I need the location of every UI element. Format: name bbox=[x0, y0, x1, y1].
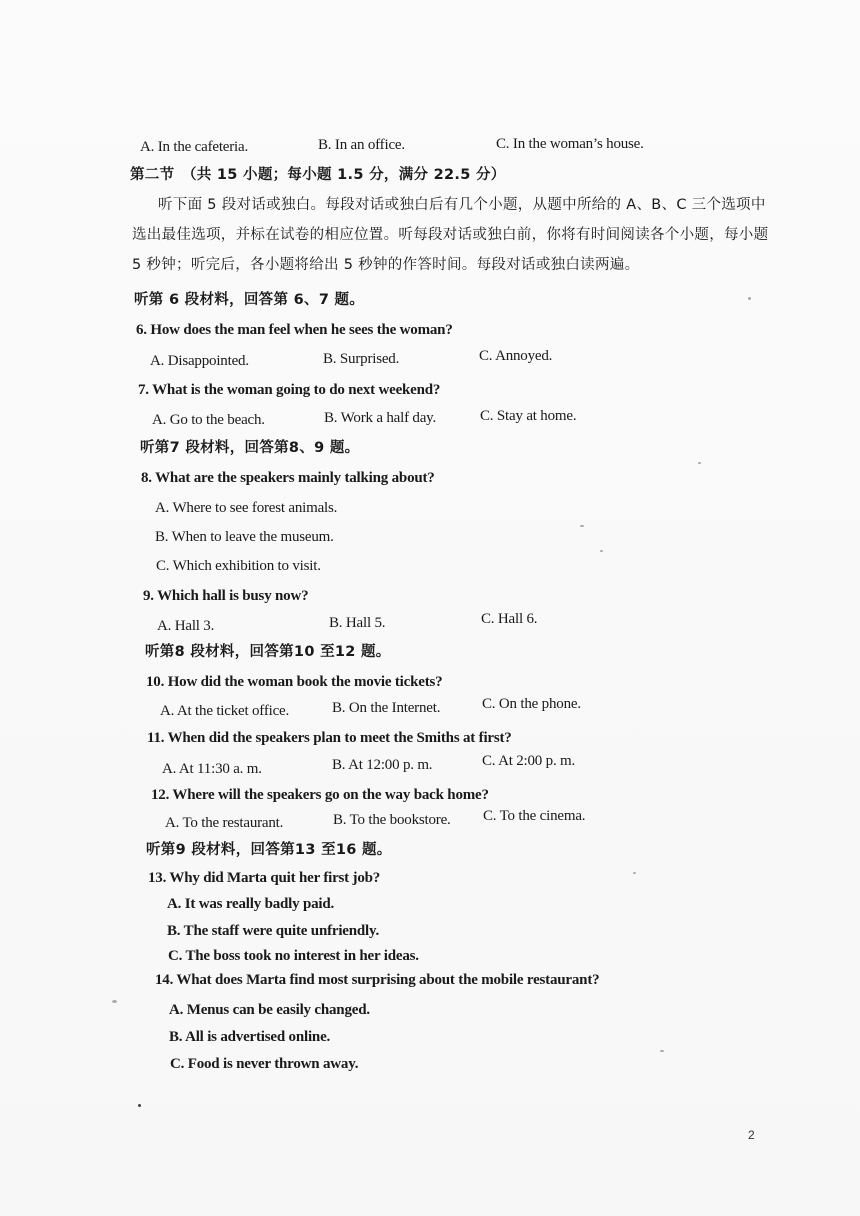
scan-speck bbox=[580, 525, 584, 527]
scan-speck bbox=[633, 872, 636, 874]
q8-option-c: C. Which exhibition to visit. bbox=[156, 558, 321, 574]
q9-option-b: B. Hall 5. bbox=[329, 615, 386, 631]
prev-option-b: B. In an office. bbox=[318, 137, 405, 153]
instructions-line-3: 5 秒钟；听完后，各小题将给出 5 秒钟的作答时间。每段对话或独白读两遍。 bbox=[132, 257, 640, 273]
q14-option-b: B. All is advertised online. bbox=[169, 1029, 331, 1045]
q10-stem: 10. How did the woman book the movie tickets? bbox=[146, 674, 443, 690]
q14-option-c: C. Food is never thrown away. bbox=[170, 1056, 359, 1072]
q12-option-a: A. To the restaurant. bbox=[165, 815, 284, 831]
q12-option-b: B. To the bookstore. bbox=[333, 812, 451, 828]
scan-speck bbox=[600, 550, 603, 552]
q13-stem: 13. Why did Marta quit her first job? bbox=[148, 870, 381, 886]
q14-stem: 14. What does Marta find most surprising about the mobile restaurant? bbox=[155, 972, 600, 988]
prev-option-c: C. In the woman’s house. bbox=[496, 136, 644, 152]
q9-option-c: C. Hall 6. bbox=[481, 611, 538, 627]
instructions-line-2: 选出最佳选项，并标在试卷的相应位置。听每段对话或独白前，你将有时间阅读各个小题，每小题 bbox=[132, 227, 769, 243]
scan-speck bbox=[112, 1000, 117, 1003]
q13-option-c: C. The boss took no interest in her ideas. bbox=[168, 948, 419, 964]
scan-speck bbox=[748, 297, 751, 300]
instructions-line-1: 听下面 5 段对话或独白。每段对话或独白后有几个小题，从题中所给的 A、B、C 三个选项中 bbox=[158, 197, 766, 213]
scan-speck bbox=[698, 462, 701, 464]
q11-stem: 11. When did the speakers plan to meet the Smiths at first? bbox=[147, 730, 512, 746]
q11-option-b: B. At 12:00 p. m. bbox=[332, 757, 433, 773]
scan-speck bbox=[138, 1104, 141, 1107]
group-6-heading: 听第 6 段材料，回答第 6、7 题。 bbox=[134, 292, 365, 308]
q10-option-c: C. On the phone. bbox=[482, 696, 581, 712]
group-8-heading: 听第8 段材料，回答第10 至12 题。 bbox=[145, 644, 391, 660]
q9-option-a: A. Hall 3. bbox=[157, 618, 215, 634]
prev-option-a: A. In the cafeteria. bbox=[140, 139, 249, 155]
q13-option-b: B. The staff were quite unfriendly. bbox=[167, 923, 380, 939]
page-number: 2 bbox=[748, 1128, 755, 1142]
q10-option-b: B. On the Internet. bbox=[332, 700, 441, 716]
q6-stem: 6. How does the man feel when he sees the woman? bbox=[136, 322, 453, 338]
q6-option-a: A. Disappointed. bbox=[150, 353, 249, 369]
q13-option-a: A. It was really badly paid. bbox=[167, 896, 335, 912]
q6-option-b: B. Surprised. bbox=[323, 351, 400, 367]
section-heading: 第二节 （共 15 小题；每小题 1.5 分，满分 22.5 分） bbox=[130, 167, 506, 183]
scan-speck bbox=[660, 1050, 664, 1052]
q10-option-a: A. At the ticket office. bbox=[160, 703, 290, 719]
q6-option-c: C. Annoyed. bbox=[479, 348, 553, 364]
q14-option-a: A. Menus can be easily changed. bbox=[169, 1002, 370, 1018]
q7-option-c: C. Stay at home. bbox=[480, 408, 577, 424]
q7-stem: 7. What is the woman going to do next weekend? bbox=[138, 382, 441, 398]
q8-option-b: B. When to leave the museum. bbox=[155, 529, 334, 545]
q9-stem: 9. Which hall is busy now? bbox=[143, 588, 309, 604]
q8-stem: 8. What are the speakers mainly talking about? bbox=[141, 470, 435, 486]
q12-stem: 12. Where will the speakers go on the way back home? bbox=[151, 787, 489, 803]
q8-option-a: A. Where to see forest animals. bbox=[155, 500, 338, 516]
q12-option-c: C. To the cinema. bbox=[483, 808, 586, 824]
group-9-heading: 听第9 段材料，回答第13 至16 题。 bbox=[146, 842, 392, 858]
q11-option-a: A. At 11:30 a. m. bbox=[162, 761, 262, 777]
q7-option-a: A. Go to the beach. bbox=[152, 412, 265, 428]
group-7-heading: 听第7 段材料，回答第8、9 题。 bbox=[140, 440, 360, 456]
q7-option-b: B. Work a half day. bbox=[324, 410, 437, 426]
q11-option-c: C. At 2:00 p. m. bbox=[482, 753, 576, 769]
